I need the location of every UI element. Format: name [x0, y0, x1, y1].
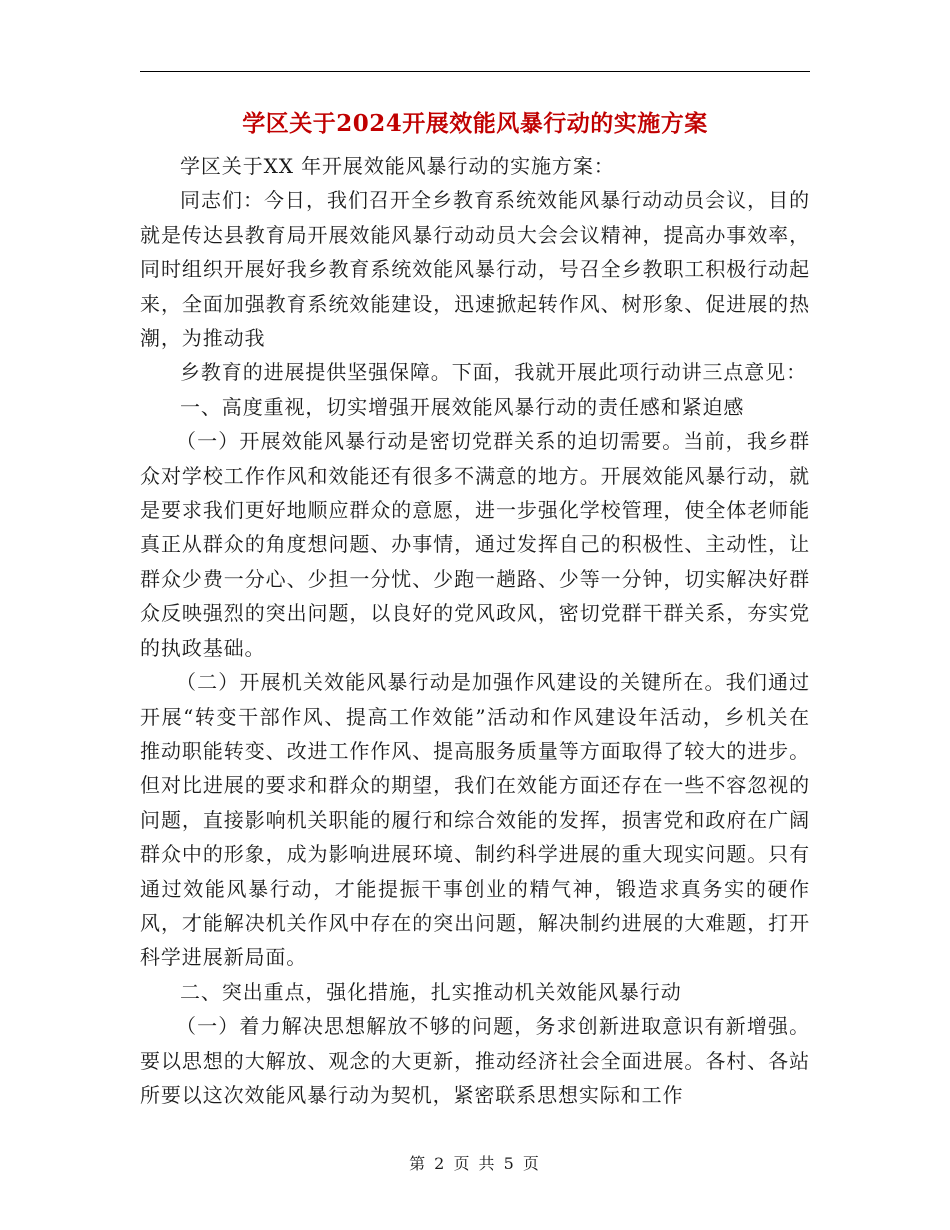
page-number: 第 2 页 共 5 页: [409, 1154, 541, 1173]
paragraph-heading-line: 学区关于XX 年开展效能风暴行动的实施方案：: [180, 154, 615, 178]
section-heading-1: 一、高度重视，切实增强开展效能风暴行动的责任感和紧迫感: [180, 394, 745, 419]
document-title: 学区关于2024开展效能风暴行动的实施方案: [242, 110, 708, 137]
section-heading-2: 二、突出重点，强化措施，扎实推动机关效能风暴行动: [180, 979, 682, 1004]
paragraph-point-2-1: （一）着力解决思想解放不够的问题，务求创新进取意识有新增强。要以思想的大解放、观念的大更新，推动经济社会全面进展。各村、各站所要以这次效能风暴行动为契机，紧密联系思想实际和工作: [140, 1014, 810, 1107]
document-body: [140, 149, 810, 1112]
paragraph-point-1-1: （一）开展效能风暴行动是密切党群关系的迫切需要。当前，我乡群众对学校工作作风和效能还有很多不满意的地方。开展效能风暴行动，就是要求我们更好地顺应群众的意愿，进一步强化学校管理，使全体老师能真正从群众的角度想问题、办事情，通过发挥自己的积极性、主动性，让群众少费一分心、少担一分忧、少跑一趟路、少等一分钟，切实解决好群众反映强烈的突出问题，以良好的党风政风，密切党群干群关系，夯实党的执政基础。: [140, 429, 810, 660]
header-rule: [140, 71, 810, 72]
paragraph-opening-continued: 乡教育的进展提供坚强保障。下面，我就开展此项行动讲三点意见：: [180, 360, 807, 385]
paragraph-opening: 同志们：今日，我们召开全乡教育系统效能风暴行动动员会议，目的就是传达县教育局开展效能风暴行动动员大会会议精神，提高办事效率，同时组织开展好我乡教育系统效能风暴行动，号召全乡教职工积极行动起来，全面加强教育系统效能建设，迅速掀起转作风、树形象、促进展的热潮，为推动我: [140, 188, 810, 351]
paragraph-point-1-2: （二）开展机关效能风暴行动是加强作风建设的关键所在。我们通过开展“转变干部作风、提高工作效能”活动和作风建设年活动，乡机关在推动职能转变、改进工作作风、提高服务质量等方面取得了较大的进步。但对比进展的要求和群众的期望，我们在效能方面还存在一些不容忽视的问题，直接影响机关职能的履行和综合效能的发挥，损害党和政府在广阔群众中的形象，成为影响进展环境、制约科学进展的重大现实问题。只有通过效能风暴行动，才能提振干事创业的精气神，锻造求真务实的硬作风，才能解决机关作风中存在的突出问题，解决制约进展的大难题，打开科学进展新局面。: [140, 670, 810, 970]
